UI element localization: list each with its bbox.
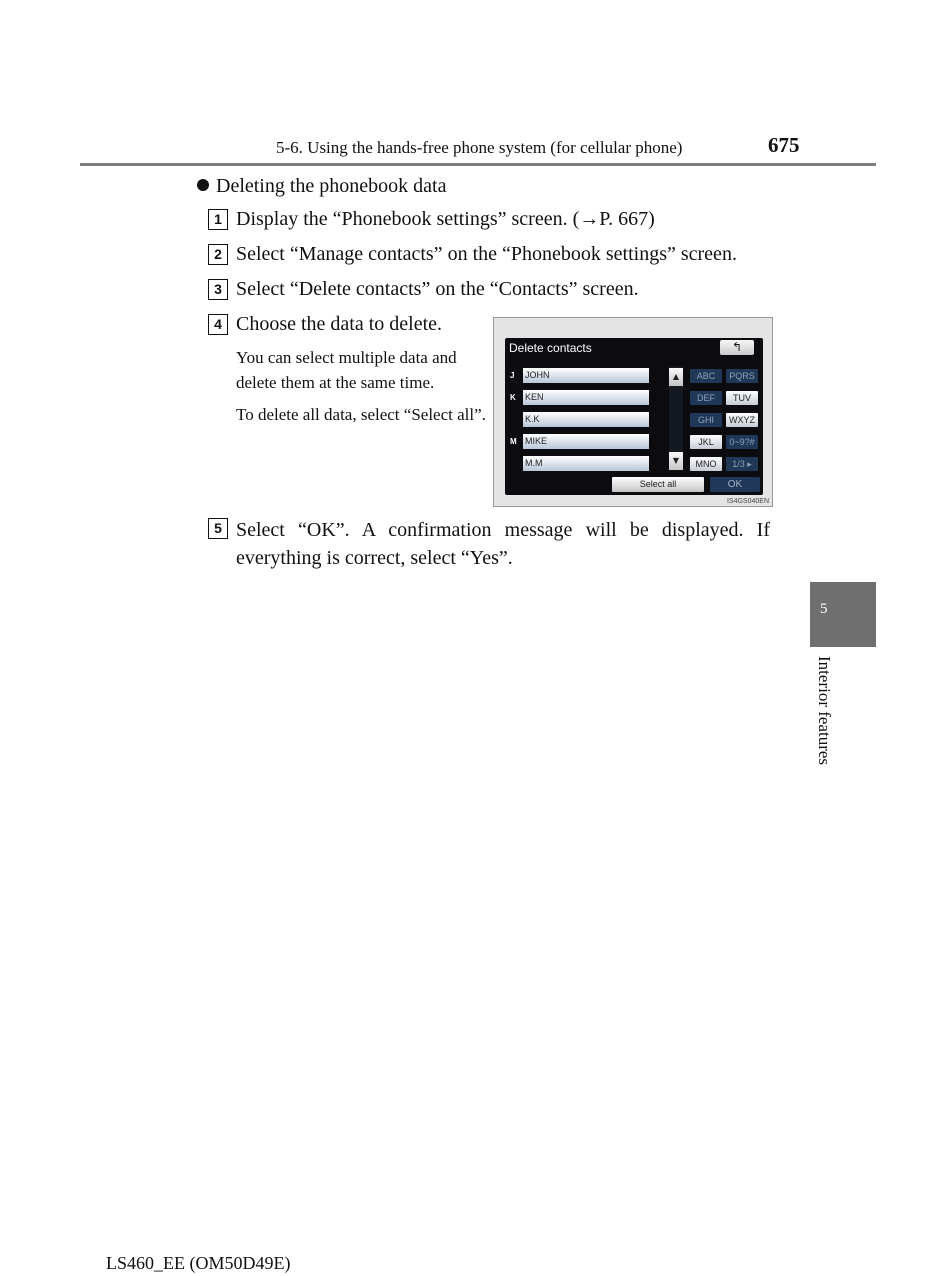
chapter-number: 5 [820,601,828,617]
ok-button[interactable]: OK [710,477,760,492]
header-divider [80,163,876,166]
bullet-heading-text: Deleting the phonebook data [216,175,447,197]
key-mno[interactable]: MNO [690,457,722,471]
step-number-2: 2 [208,244,228,265]
key-def[interactable]: DEF [690,391,722,405]
contact-row-mm[interactable]: M.M [523,456,649,471]
contact-row-mike[interactable]: MIKE [523,434,649,449]
contact-row-john[interactable]: JOHN [523,368,649,383]
key-numbers[interactable]: 0~9?# [726,435,758,449]
scroll-up-icon[interactable]: ▲ [669,368,683,386]
step-number-3: 3 [208,279,228,300]
step-number-4: 4 [208,314,228,335]
header-section-title: 5-6. Using the hands-free phone system (for cellular phone) [276,138,683,157]
note-select-all: To delete all data, select “Select all”. [236,405,486,424]
key-jkl[interactable]: JKL [690,435,722,449]
delete-contacts-screen-figure [493,317,773,507]
contact-row-ken[interactable]: KEN [523,390,649,405]
step-text-1: Display the “Phonebook settings” screen. (→P. 667) [236,208,655,230]
key-wxyz[interactable]: WXYZ [726,413,758,427]
select-all-button[interactable]: Select all [612,477,704,492]
chapter-tab [810,582,876,647]
screen-display [505,338,763,495]
footer-model-code: LS460_EE (OM50D49E) [106,1253,291,1273]
step-text-3: Select “Delete contacts” on the “Contacts” screen. [236,278,639,300]
contact-index-letter: M [510,437,517,446]
back-button[interactable]: ↰ [720,340,754,355]
screen-title: Delete contacts [509,341,592,355]
figure-code: IS4GS040EN [726,498,769,505]
bullet-icon [197,179,209,191]
key-ghi[interactable]: GHI [690,413,722,427]
step-text-5: Select “OK”. A confirmation message will be displayed. If everything is correct, select “Yes”. [236,519,770,569]
note-multiple-select: You can select multiple data and delete them at the same time. [236,348,457,392]
chapter-title: Interior features [815,656,834,766]
contact-index-letter: K [510,393,516,402]
contact-row-kk[interactable]: K.K [523,412,649,427]
step-text-2: Select “Manage contacts” on the “Phonebook settings” screen. [236,243,737,265]
bullet-heading [197,175,447,198]
step-number-1: 1 [208,209,228,230]
page-number: 675 [768,133,800,157]
contact-index-letter: J [510,371,515,380]
key-pqrs[interactable]: PQRS [726,369,758,383]
scroll-down-icon[interactable]: ▼ [669,452,683,470]
key-page[interactable]: 1/3 ▸ [726,457,758,471]
step-text-4: Choose the data to delete. [236,313,443,335]
step-number-5: 5 [208,518,228,539]
key-tuv[interactable]: TUV [726,391,758,405]
key-abc[interactable]: ABC [690,369,722,383]
